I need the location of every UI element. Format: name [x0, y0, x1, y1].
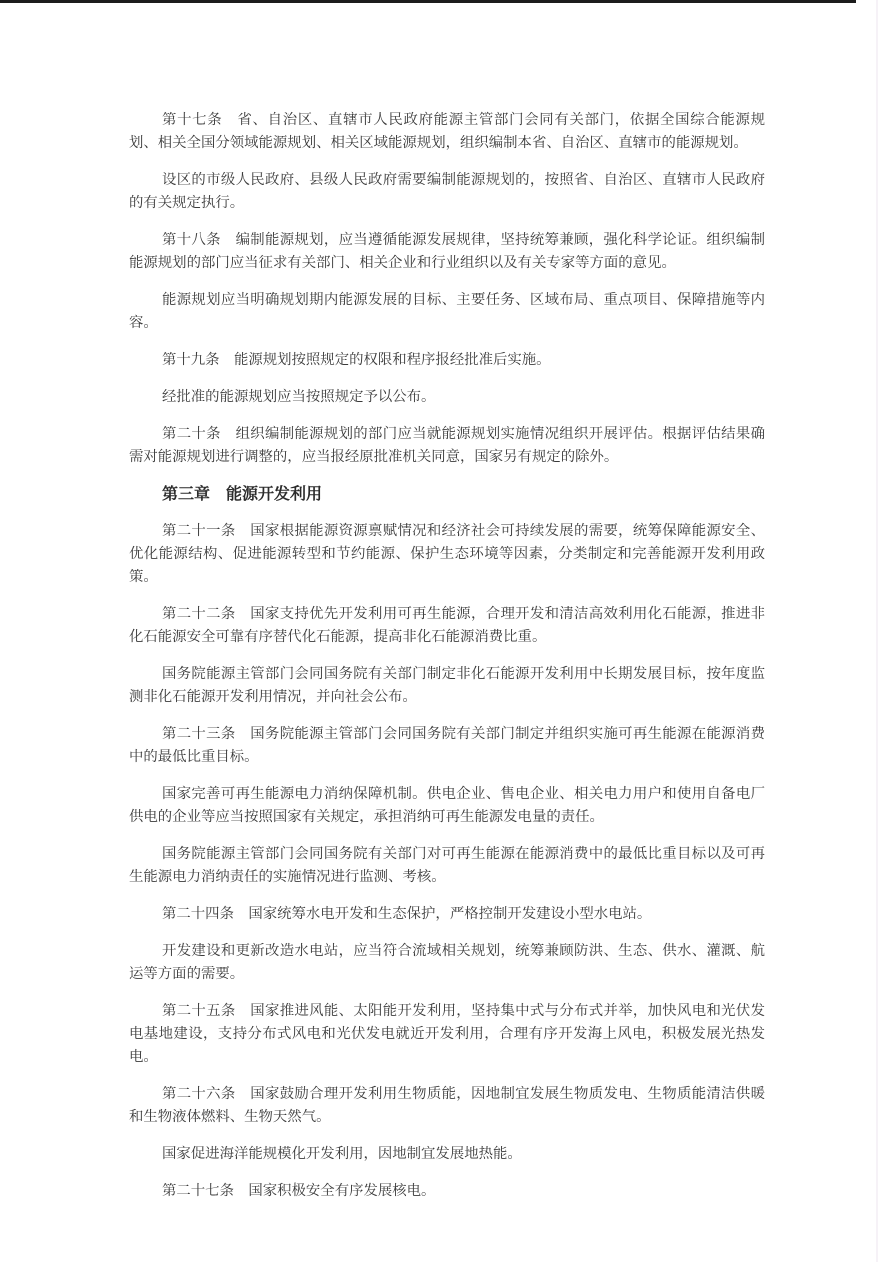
law-paragraph: 国务院能源主管部门会同国务院有关部门制定非化石能源开发利用中长期发展目标，按年度监测非化石能源开发利用情况，并向社会公布。 [129, 666, 765, 705]
law-article-21: 第二十一条 国家根据能源资源禀赋情况和经济社会可持续发展的需要，统筹保障能源安全、优化能源结构、促进能源转型和节约能源、保护生态环境等因素，分类制定和完善能源开发利用政策。 [129, 523, 765, 585]
law-article-19: 第十九条 能源规划按照规定的权限和程序报经批准后实施。 [162, 352, 551, 368]
law-paragraph: 能源规划应当明确规划期内能源发展的目标、主要任务、区域布局、重点项目、保障措施等内容。 [129, 292, 765, 331]
law-article-18: 第十八条 编制能源规划，应当遵循能源发展规律，坚持统筹兼顾，强化科学论证。组织编制能源规划的部门应当征求有关部门、相关企业和行业组织以及有关专家等方面的意见。 [129, 232, 765, 271]
law-article-25: 第二十五条 国家推进风能、太阳能开发利用，坚持集中式与分布式并举，加快风电和光伏发电基地建设，支持分布式风电和光伏发电就近开发利用，合理有序开发海上风电，积极发展光热发电。 [129, 1003, 765, 1065]
law-paragraph: 国家促进海洋能规模化开发利用，因地制宜发展地热能。 [162, 1146, 522, 1162]
law-article-22: 第二十二条 国家支持优先开发利用可再生能源，合理开发和清洁高效利用化石能源，推进非化石能源安全可靠有序替代化石能源，提高非化石能源消费比重。 [129, 606, 765, 645]
law-paragraph: 国家完善可再生能源电力消纳保障机制。供电企业、售电企业、相关电力用户和使用自备电厂供电的企业等应当按照国家有关规定，承担消纳可再生能源发电量的责任。 [129, 786, 765, 825]
law-paragraph: 国务院能源主管部门会同国务院有关部门对可再生能源在能源消费中的最低比重目标以及可再生能源电力消纳责任的实施情况进行监测、考核。 [129, 846, 765, 885]
document-page [129, 0, 765, 1217]
page-right-edge [876, 0, 878, 1262]
law-article-27: 第二十七条 国家积极安全有序发展核电。 [162, 1183, 436, 1199]
law-paragraph: 经批准的能源规划应当按照规定予以公布。 [162, 389, 436, 405]
law-article-17: 第十七条 省、自治区、直辖市人民政府能源主管部门会同有关部门，依据全国综合能源规划、相关全国分领域能源规划、相关区域能源规划，组织编制本省、自治区、直辖市的能源规划。 [129, 112, 765, 151]
chapter-heading: 第三章 能源开发利用 [162, 486, 323, 503]
law-article-24: 第二十四条 国家统筹水电开发和生态保护，严格控制开发建设小型水电站。 [162, 906, 652, 922]
law-paragraph: 设区的市级人民政府、县级人民政府需要编制能源规划的，按照省、自治区、直辖市人民政府的有关规定执行。 [129, 172, 765, 211]
law-article-20: 第二十条 组织编制能源规划的部门应当就能源规划实施情况组织开展评估。根据评估结果确需对能源规划进行调整的，应当报经原批准机关同意，国家另有规定的除外。 [129, 426, 765, 465]
law-article-23: 第二十三条 国务院能源主管部门会同国务院有关部门制定并组织实施可再生能源在能源消费中的最低比重目标。 [129, 726, 765, 765]
law-paragraph: 开发建设和更新改造水电站，应当符合流域相关规划，统筹兼顾防洪、生态、供水、灌溉、航运等方面的需要。 [129, 943, 765, 982]
law-article-26: 第二十六条 国家鼓励合理开发利用生物质能，因地制宜发展生物质发电、生物质能清洁供暖和生物液体燃料、生物天然气。 [129, 1086, 765, 1125]
